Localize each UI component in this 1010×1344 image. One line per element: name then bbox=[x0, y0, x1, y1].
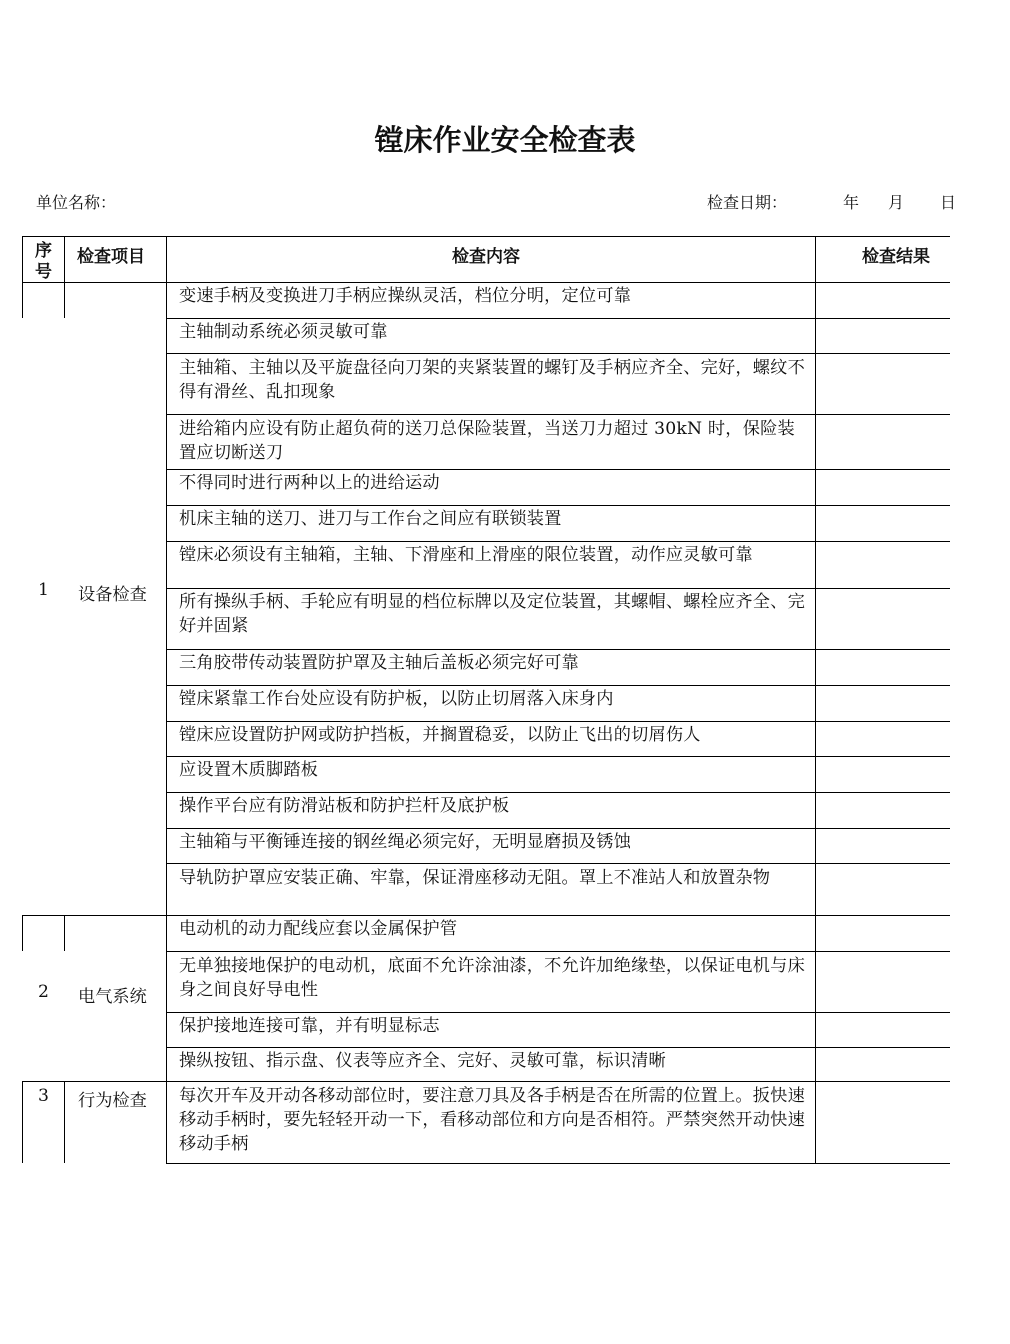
table-border-bottom bbox=[166, 1163, 950, 1164]
result-cell[interactable] bbox=[816, 506, 950, 541]
col-divider bbox=[64, 915, 65, 951]
result-cell[interactable] bbox=[816, 722, 950, 756]
col-divider bbox=[22, 915, 23, 951]
group-seq: 3 bbox=[38, 1086, 49, 1106]
check-content-cell: 镗床必须设有主轴箱，主轴、下滑座和上滑座的限位装置，动作应灵敏可靠 bbox=[179, 545, 753, 565]
date-year-label: 年 bbox=[843, 193, 860, 212]
check-content-cell: 每次开车及开动各移动部位时，要注意刀具及各手柄是否在所需的位置上。扳快速移动手柄时，要先轻轻开动一下，看移动部位和方向是否相符。严禁突然开动快速移动手柄 bbox=[179, 1086, 805, 1154]
check-content-cell: 镗床紧靠工作台处应设有防护板，以防止切屑落入床身内 bbox=[179, 689, 614, 709]
check-content-cell: 所有操纵手柄、手轮应有明显的档位标牌以及定位装置，其螺帽、螺栓应齐全、完好并固紧 bbox=[179, 592, 805, 636]
date-month-label: 月 bbox=[888, 193, 905, 212]
result-cell[interactable] bbox=[816, 1013, 950, 1047]
check-content-cell: 主轴箱与平衡锤连接的钢丝绳必须完好，无明显磨损及锈蚀 bbox=[179, 832, 632, 852]
check-content-cell: 操作平台应有防滑站板和防护拦杆及底护板 bbox=[179, 796, 510, 816]
result-cell[interactable] bbox=[816, 864, 950, 915]
column-header-result: 检查结果 bbox=[862, 247, 930, 267]
result-cell[interactable] bbox=[816, 415, 950, 469]
check-content-cell: 导轨防护罩应安装正确、牢靠，保证滑座移动无阻。罩上不准站人和放置杂物 bbox=[179, 868, 771, 888]
check-content-cell: 应设置木质脚踏板 bbox=[179, 760, 319, 780]
col-divider bbox=[64, 1081, 65, 1163]
group-seq: 2 bbox=[38, 982, 49, 1002]
group-seq: 1 bbox=[38, 580, 49, 600]
col-divider bbox=[166, 236, 167, 1164]
result-cell[interactable] bbox=[816, 470, 950, 505]
result-cell[interactable] bbox=[816, 319, 950, 353]
unit-name-label: 单位名称： bbox=[36, 193, 117, 212]
row-divider bbox=[22, 915, 950, 916]
table-border-top bbox=[22, 236, 950, 237]
result-cell[interactable] bbox=[816, 793, 950, 828]
group-item: 电气系统 bbox=[78, 987, 147, 1007]
check-content-cell: 镗床应设置防护网或防护挡板，并搁置稳妥，以防止飞出的切屑伤人 bbox=[179, 725, 701, 745]
check-content-cell: 操纵按钮、指示盘、仪表等应齐全、完好、灵敏可靠，标识清晰 bbox=[179, 1051, 666, 1071]
result-cell[interactable] bbox=[816, 916, 950, 951]
column-header-content: 检查内容 bbox=[452, 247, 520, 267]
page-title: 镗床作业安全检查表 bbox=[374, 123, 636, 157]
check-content-cell: 进给箱内应设有防止超负荷的送刀总保险装置，当送刀力超过 30kN 时，保险装置应切断送刀 bbox=[179, 419, 795, 463]
column-header-item: 检查项目 bbox=[77, 247, 145, 267]
row-divider bbox=[22, 1081, 950, 1082]
check-date-label: 检查日期： bbox=[707, 193, 788, 212]
result-cell[interactable] bbox=[816, 686, 950, 721]
result-cell[interactable] bbox=[816, 283, 950, 318]
result-cell[interactable] bbox=[816, 542, 950, 588]
result-cell[interactable] bbox=[816, 1048, 950, 1081]
column-header-seq: 序号 bbox=[35, 241, 52, 282]
result-cell[interactable] bbox=[816, 650, 950, 685]
result-cell[interactable] bbox=[816, 952, 950, 1012]
check-content-cell: 机床主轴的送刀、进刀与工作台之间应有联锁装置 bbox=[179, 509, 562, 529]
check-content-cell: 电动机的动力配线应套以金属保护管 bbox=[179, 919, 458, 939]
result-cell[interactable] bbox=[816, 1082, 950, 1163]
result-cell[interactable] bbox=[816, 829, 950, 863]
col-divider bbox=[22, 236, 23, 318]
date-day-label: 日 bbox=[940, 193, 957, 212]
result-cell[interactable] bbox=[816, 757, 950, 792]
result-cell[interactable] bbox=[816, 589, 950, 649]
result-cell[interactable] bbox=[816, 354, 950, 414]
check-content-cell: 三角胶带传动装置防护罩及主轴后盖板必须完好可靠 bbox=[179, 653, 579, 673]
col-divider bbox=[64, 236, 65, 318]
check-content-cell: 不得同时进行两种以上的进给运动 bbox=[179, 473, 440, 493]
check-content-cell: 主轴制动系统必须灵敏可靠 bbox=[179, 322, 388, 342]
check-content-cell: 保护接地连接可靠，并有明显标志 bbox=[179, 1016, 440, 1036]
row-divider bbox=[22, 282, 950, 283]
group-item: 设备检查 bbox=[78, 585, 147, 605]
col-divider bbox=[22, 1081, 23, 1163]
check-content-cell: 无单独接地保护的电动机，底面不允许涂油漆，不允许加绝缘垫，以保证电机与床身之间良好导电性 bbox=[179, 956, 805, 1000]
check-content-cell: 主轴箱、主轴以及平旋盘径向刀架的夹紧装置的螺钉及手柄应齐全、完好，螺纹不得有滑丝、乱扣现象 bbox=[179, 358, 805, 402]
group-item: 行为检查 bbox=[78, 1091, 147, 1111]
check-content-cell: 变速手柄及变换进刀手柄应操纵灵活，档位分明，定位可靠 bbox=[179, 286, 632, 306]
